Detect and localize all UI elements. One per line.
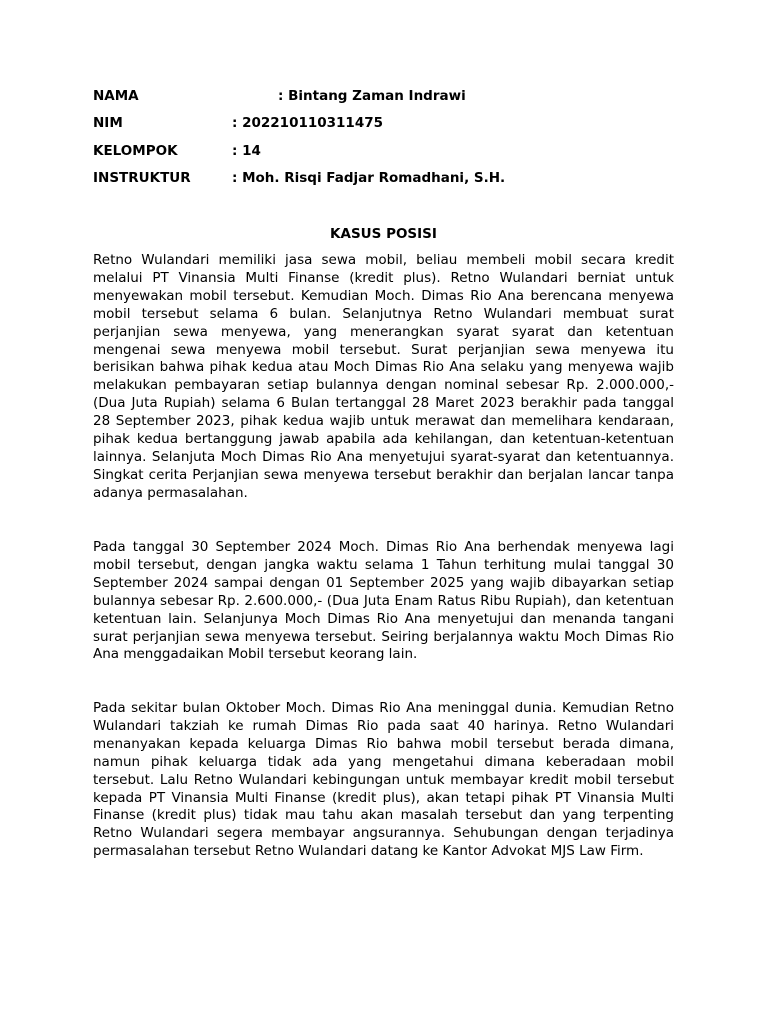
instruktur-label: INSTRUKTUR [93, 170, 191, 186]
paragraph-2: Pada tanggal 30 September 2024 Moch. Dimas Rio Ana berhendak menyewa lagi mobil tersebut, dengan jangka waktu selama 1 Tahun terhitung mulai tanggal 30 September 2024 sampai dengan 01 September 2025 yang wajib dibayarkan setiap bulannya sebesar Rp. 2.600.000,- (Dua Juta Enam Ratus Ribu Rupiah), dan ketentuan ketentuan lain. Selanjunya Moch Dimas Rio Ana menyetujui dan menanda tangani surat perjanjian sewa menyewa tersebut. Seiring berjalannya waktu Moch Dimas Rio Ana menggadaikan Mobil tersebut keorang lain. [93, 539, 674, 663]
instruktur-value: : Moh. Risqi Fadjar Romadhani, S.H. [232, 170, 506, 186]
nim-value: : 202210110311475 [232, 115, 383, 131]
header-kelompok-row [93, 142, 261, 160]
paragraph-1: Retno Wulandari memiliki jasa sewa mobil, beliau membeli mobil secara kredit melalui PT Vinansia Multi Finanse (kredit plus). Retno Wulandari berniat untuk menyewakan mobil tersebut. Kemudian Moch. Dimas Rio Ana berencana menyewa mobil tersebut selama 6 bulan. Selanjutnya Retno Wulandari membuat surat perjanjian sewa menyewa, yang menerangkan syarat syarat dan ketentuan mengenai sewa menyewa mobil tersebut. Surat perjanjian sewa menyewa itu berisikan bahwa pihak kedua atau Moch Dimas Rio Ana selaku yang menyewa wajib melakukan pembayaran setiap bulannya dengan nominal sebesar Rp. 2.000.000,- (Dua Juta Rupiah) selama 6 Bulan tertanggal 28 Maret 2023 berakhir pada tanggal 28 September 2023, pihak kedua wajib untuk merawat dan memelihara kendaraan, pihak kedua bertanggung jawab apabila ada kehilangan, dan ketentuan-ketentuan lainnya. Selanjuta Moch Dimas Rio Ana menyetujui syarat-syarat dan ketentuannya. Singkat cerita Perjanjian sewa menyewa tersebut berakhir dan berjalan lancar tanpa adanya permasalahan. [93, 252, 674, 501]
header-nama-row [93, 87, 466, 105]
kelompok-label: KELOMPOK [93, 143, 178, 159]
kelompok-value: : 14 [232, 143, 261, 159]
nama-label: NAMA [93, 88, 139, 104]
nama-value: : Bintang Zaman Indrawi [278, 88, 466, 104]
header-nim-row [93, 114, 383, 132]
header-instruktur-row [93, 169, 506, 187]
document-title: KASUS POSISI [330, 226, 437, 242]
nim-label: NIM [93, 115, 123, 131]
paragraph-3: Pada sekitar bulan Oktober Moch. Dimas Rio Ana meninggal dunia. Kemudian Retno Wulandari takziah ke rumah Dimas Rio pada saat 40 harinya. Retno Wulandari menanyakan kepada keluarga Dimas Rio bahwa mobil tersebut berada dimana, namun pihak keluarga tidak ada yang mengetahui dimana keberadaan mobil tersebut. Lalu Retno Wulandari kebingungan untuk membayar kredit mobil tersebut kepada PT Vinansia Multi Finanse (kredit plus), akan tetapi pihak PT Vinansia Multi Finanse (kredit plus) tidak mau tahu akan masalah tersebut dan yang terpenting Retno Wulandari segera membayar angsurannya. Sehubungan dengan terjadinya permasalahan tersebut Retno Wulandari datang ke Kantor Advokat MJS Law Firm. [93, 700, 674, 860]
